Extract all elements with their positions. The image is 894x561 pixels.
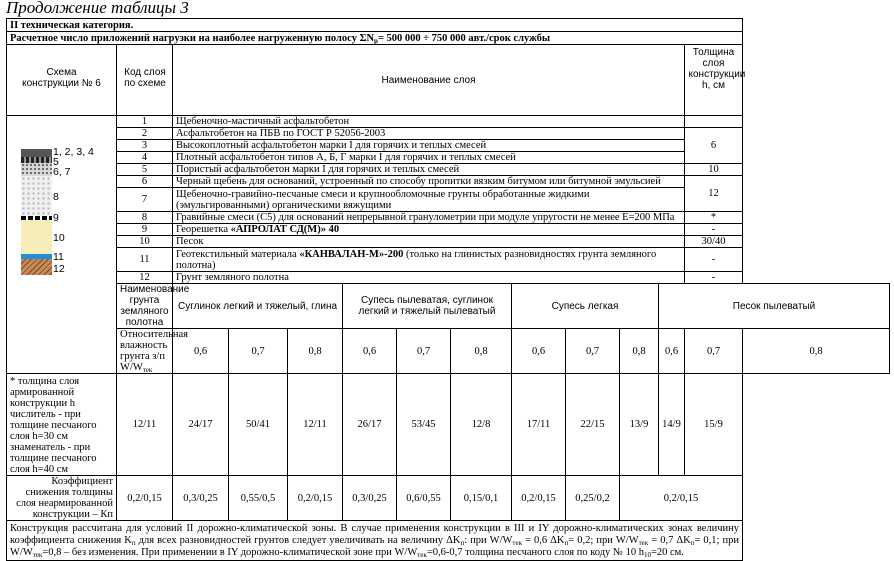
name-header: Наименование слоя bbox=[173, 45, 685, 116]
footnote: Конструкция рассчитана для условий II дорожно-климатической зоны. В случае применения конструкции в III и IY дорожно-климатических зонах величину коэффициента снижения $K_п$ для всех разновидностей грунтов следует увеличивать на величину $\Delta K_п$: при $W/W_{тек} = 0,6$ $\Delta K_п= 0,2$; при $W/W_{тек} = 0,7$ $\Delta K_п= 0,1$; при $W/W_{тек}=0,8$ – без изменения. При применении в IY дорожно-климатической зоне при $W/W_{тек}=0,6-0,7$ толщина песчаного слоя по коду № 10 $h_{10}=20$ см. bbox=[7, 521, 743, 561]
soil-type: Супесь пылеватая, суглинок легкий и тяжелый пылеватый bbox=[343, 284, 512, 329]
layer-code: 2 bbox=[117, 128, 173, 140]
thickness-value: 12/11 bbox=[117, 374, 173, 476]
thickness-value: 24/17 bbox=[173, 374, 229, 476]
diagram-label-10: 10 bbox=[53, 232, 65, 244]
layer-name: Георешетка «АПРОЛАТ СД(М)» 40 bbox=[173, 224, 685, 236]
layer-thickness bbox=[685, 116, 743, 128]
reinforced-thickness-label: * толщина слоя армированной конструкции h числитель - при толщине песчаного слоя h=30 см знаменатель - при толщине песчаного слоя h=40 см bbox=[7, 374, 117, 476]
soil-type: Суглинок легкий и тяжелый, глина bbox=[173, 284, 343, 329]
layer-subgrade bbox=[21, 259, 52, 275]
diagram-label-5: 5 bbox=[53, 156, 59, 168]
thickness-value: 26/17 bbox=[343, 374, 397, 476]
humidity-label: Относительная влажность грунта з/п $W/W_{тек}$ bbox=[117, 329, 173, 374]
layer-thickness: 10 bbox=[685, 164, 743, 176]
layer-thickness: - bbox=[685, 272, 743, 284]
thickness-header: Толщина слоя конструкции h, см bbox=[685, 45, 743, 116]
humidity-value: 0,7 bbox=[566, 329, 620, 374]
layer-code: 9 bbox=[117, 224, 173, 236]
category-row: II техническая категория. bbox=[7, 19, 743, 32]
coefficient-value: 0,2/0,15 bbox=[288, 476, 343, 521]
thickness-value: 22/15 bbox=[566, 374, 620, 476]
soil-header: Наименование грунта земляного полотна bbox=[117, 284, 173, 329]
humidity-value: 0,8 bbox=[288, 329, 343, 374]
layer-name: Пористый асфальтобетон марки I для горячих и теплых смесей bbox=[173, 164, 685, 176]
page-title: Продолжение таблицы 3 bbox=[6, 0, 189, 17]
layer-name: Щебеночно-гравийно-песчаные смеси и крупнообломочные грунты обработанные жидкими (эмульгированными) органическими вяжущими bbox=[173, 188, 685, 212]
layer-code: 7 bbox=[117, 188, 173, 212]
diagram-label-12: 12 bbox=[53, 263, 65, 275]
layer-code: 5 bbox=[117, 164, 173, 176]
coefficient-value: 0,3/0,25 bbox=[173, 476, 229, 521]
thickness-value: 50/41 bbox=[229, 374, 288, 476]
scheme-diagram-cell bbox=[7, 116, 117, 374]
layer-name: Гравийные смеси (С5) для оснований непрерывной гранулометрии при модуле упругости не менее Е=200 МПа bbox=[173, 212, 685, 224]
layer-code: 1 bbox=[117, 116, 173, 128]
layer-thickness: 6 bbox=[685, 128, 743, 164]
coefficient-label: Коэффициент снижения толщины слоя неармированной конструкции – Кп bbox=[7, 476, 117, 521]
diagram-label-11: 11 bbox=[53, 251, 64, 263]
diagram-label-1-4: 1, 2, 3, 4 bbox=[53, 146, 94, 158]
humidity-value: 0,6 bbox=[659, 329, 685, 374]
humidity-value: 0,6 bbox=[173, 329, 229, 374]
thickness-value: 12/8 bbox=[451, 374, 512, 476]
thickness-value: 13/9 bbox=[620, 374, 659, 476]
layer-sand bbox=[21, 220, 52, 254]
coefficient-value: 0,15/0,1 bbox=[451, 476, 512, 521]
coefficient-value: 0,25/0,2 bbox=[566, 476, 620, 521]
layer-code: 6 bbox=[117, 176, 173, 188]
thickness-value: 15/9 bbox=[685, 374, 743, 476]
layer-code: 8 bbox=[117, 212, 173, 224]
layer-thickness: - bbox=[685, 224, 743, 236]
coefficient-value: 0,2/0,15 bbox=[512, 476, 566, 521]
thickness-value: 17/11 bbox=[512, 374, 566, 476]
load-line: Расчетное число приложений нагрузки на наиболее нагруженную полосу $\Sigma N_p= 500$ 000 ÷ 750 000 авт./срок службы bbox=[7, 32, 743, 45]
humidity-value: 0,8 bbox=[620, 329, 659, 374]
thickness-value: 53/45 bbox=[397, 374, 451, 476]
coefficient-value: 0,55/0,5 bbox=[229, 476, 288, 521]
humidity-value: 0,7 bbox=[397, 329, 451, 374]
thickness-value: 14/9 bbox=[659, 374, 685, 476]
layer-thickness: * bbox=[685, 212, 743, 224]
humidity-value: 0,7 bbox=[685, 329, 743, 374]
code-header: Код слоя по схеме bbox=[117, 45, 173, 116]
scheme-header: Схема конструкции № 6 bbox=[7, 45, 117, 116]
coefficient-value-sand: 0,2/0,15 bbox=[620, 476, 743, 521]
coefficient-value: 0,6/0,55 bbox=[397, 476, 451, 521]
layer-name: Высокоплотный асфальтобетон марки I для горячих и теплых смесей bbox=[173, 140, 685, 152]
scheme-diagram bbox=[7, 116, 116, 312]
soil-type: Песок пылеватый bbox=[659, 284, 890, 329]
humidity-value: 0,7 bbox=[229, 329, 288, 374]
layer-thickness: 30/40 bbox=[685, 236, 743, 248]
coefficient-value: 0,3/0,25 bbox=[343, 476, 397, 521]
layer-name: Песок bbox=[173, 236, 685, 248]
soil-type: Супесь легкая bbox=[512, 284, 659, 329]
layer-gravel-mix bbox=[21, 176, 52, 216]
layer-code: 10 bbox=[117, 236, 173, 248]
layer-black-gravel bbox=[21, 163, 52, 176]
layer-name: Асфальтобетон на ПБВ по ГОСТ Р 52056-2003 bbox=[173, 128, 685, 140]
diagram-label-9: 9 bbox=[53, 212, 59, 224]
humidity-value: 0,6 bbox=[343, 329, 397, 374]
diagram-label-8: 8 bbox=[53, 191, 59, 203]
layer-code: 12 bbox=[117, 272, 173, 284]
layer-name: Геотекстильный материала «КАНВАЛАН-М»-200 (только на глинистых разновидностях грунта земляного полотна) bbox=[173, 248, 685, 272]
humidity-value: 0,6 bbox=[512, 329, 566, 374]
layer-name: Черный щебень для оснований, устроенный по способу пропитки вязким битумом или битумной эмульсией bbox=[173, 176, 685, 188]
layer-thickness: - bbox=[685, 248, 743, 272]
layer-name: Щебеночно-мастичный асфальтобетон bbox=[173, 116, 685, 128]
coefficient-value: 0,2/0,15 bbox=[117, 476, 173, 521]
layer-code: 3 bbox=[117, 140, 173, 152]
layer-name: Грунт земляного полотна bbox=[173, 272, 685, 284]
layer-code: 4 bbox=[117, 152, 173, 164]
construction-table bbox=[6, 18, 890, 561]
humidity-value: 0,8 bbox=[451, 329, 512, 374]
layer-thickness: 12 bbox=[685, 176, 743, 212]
layer-name: Плотный асфальтобетон типов А, Б, Г марки I для горячих и теплых смесей bbox=[173, 152, 685, 164]
humidity-value: 0,8 bbox=[743, 329, 890, 374]
layer-code: 11 bbox=[117, 248, 173, 272]
diagram-label-6-7: 6, 7 bbox=[53, 166, 71, 178]
layer-asphalt-top bbox=[21, 149, 52, 157]
thickness-value: 12/11 bbox=[288, 374, 343, 476]
